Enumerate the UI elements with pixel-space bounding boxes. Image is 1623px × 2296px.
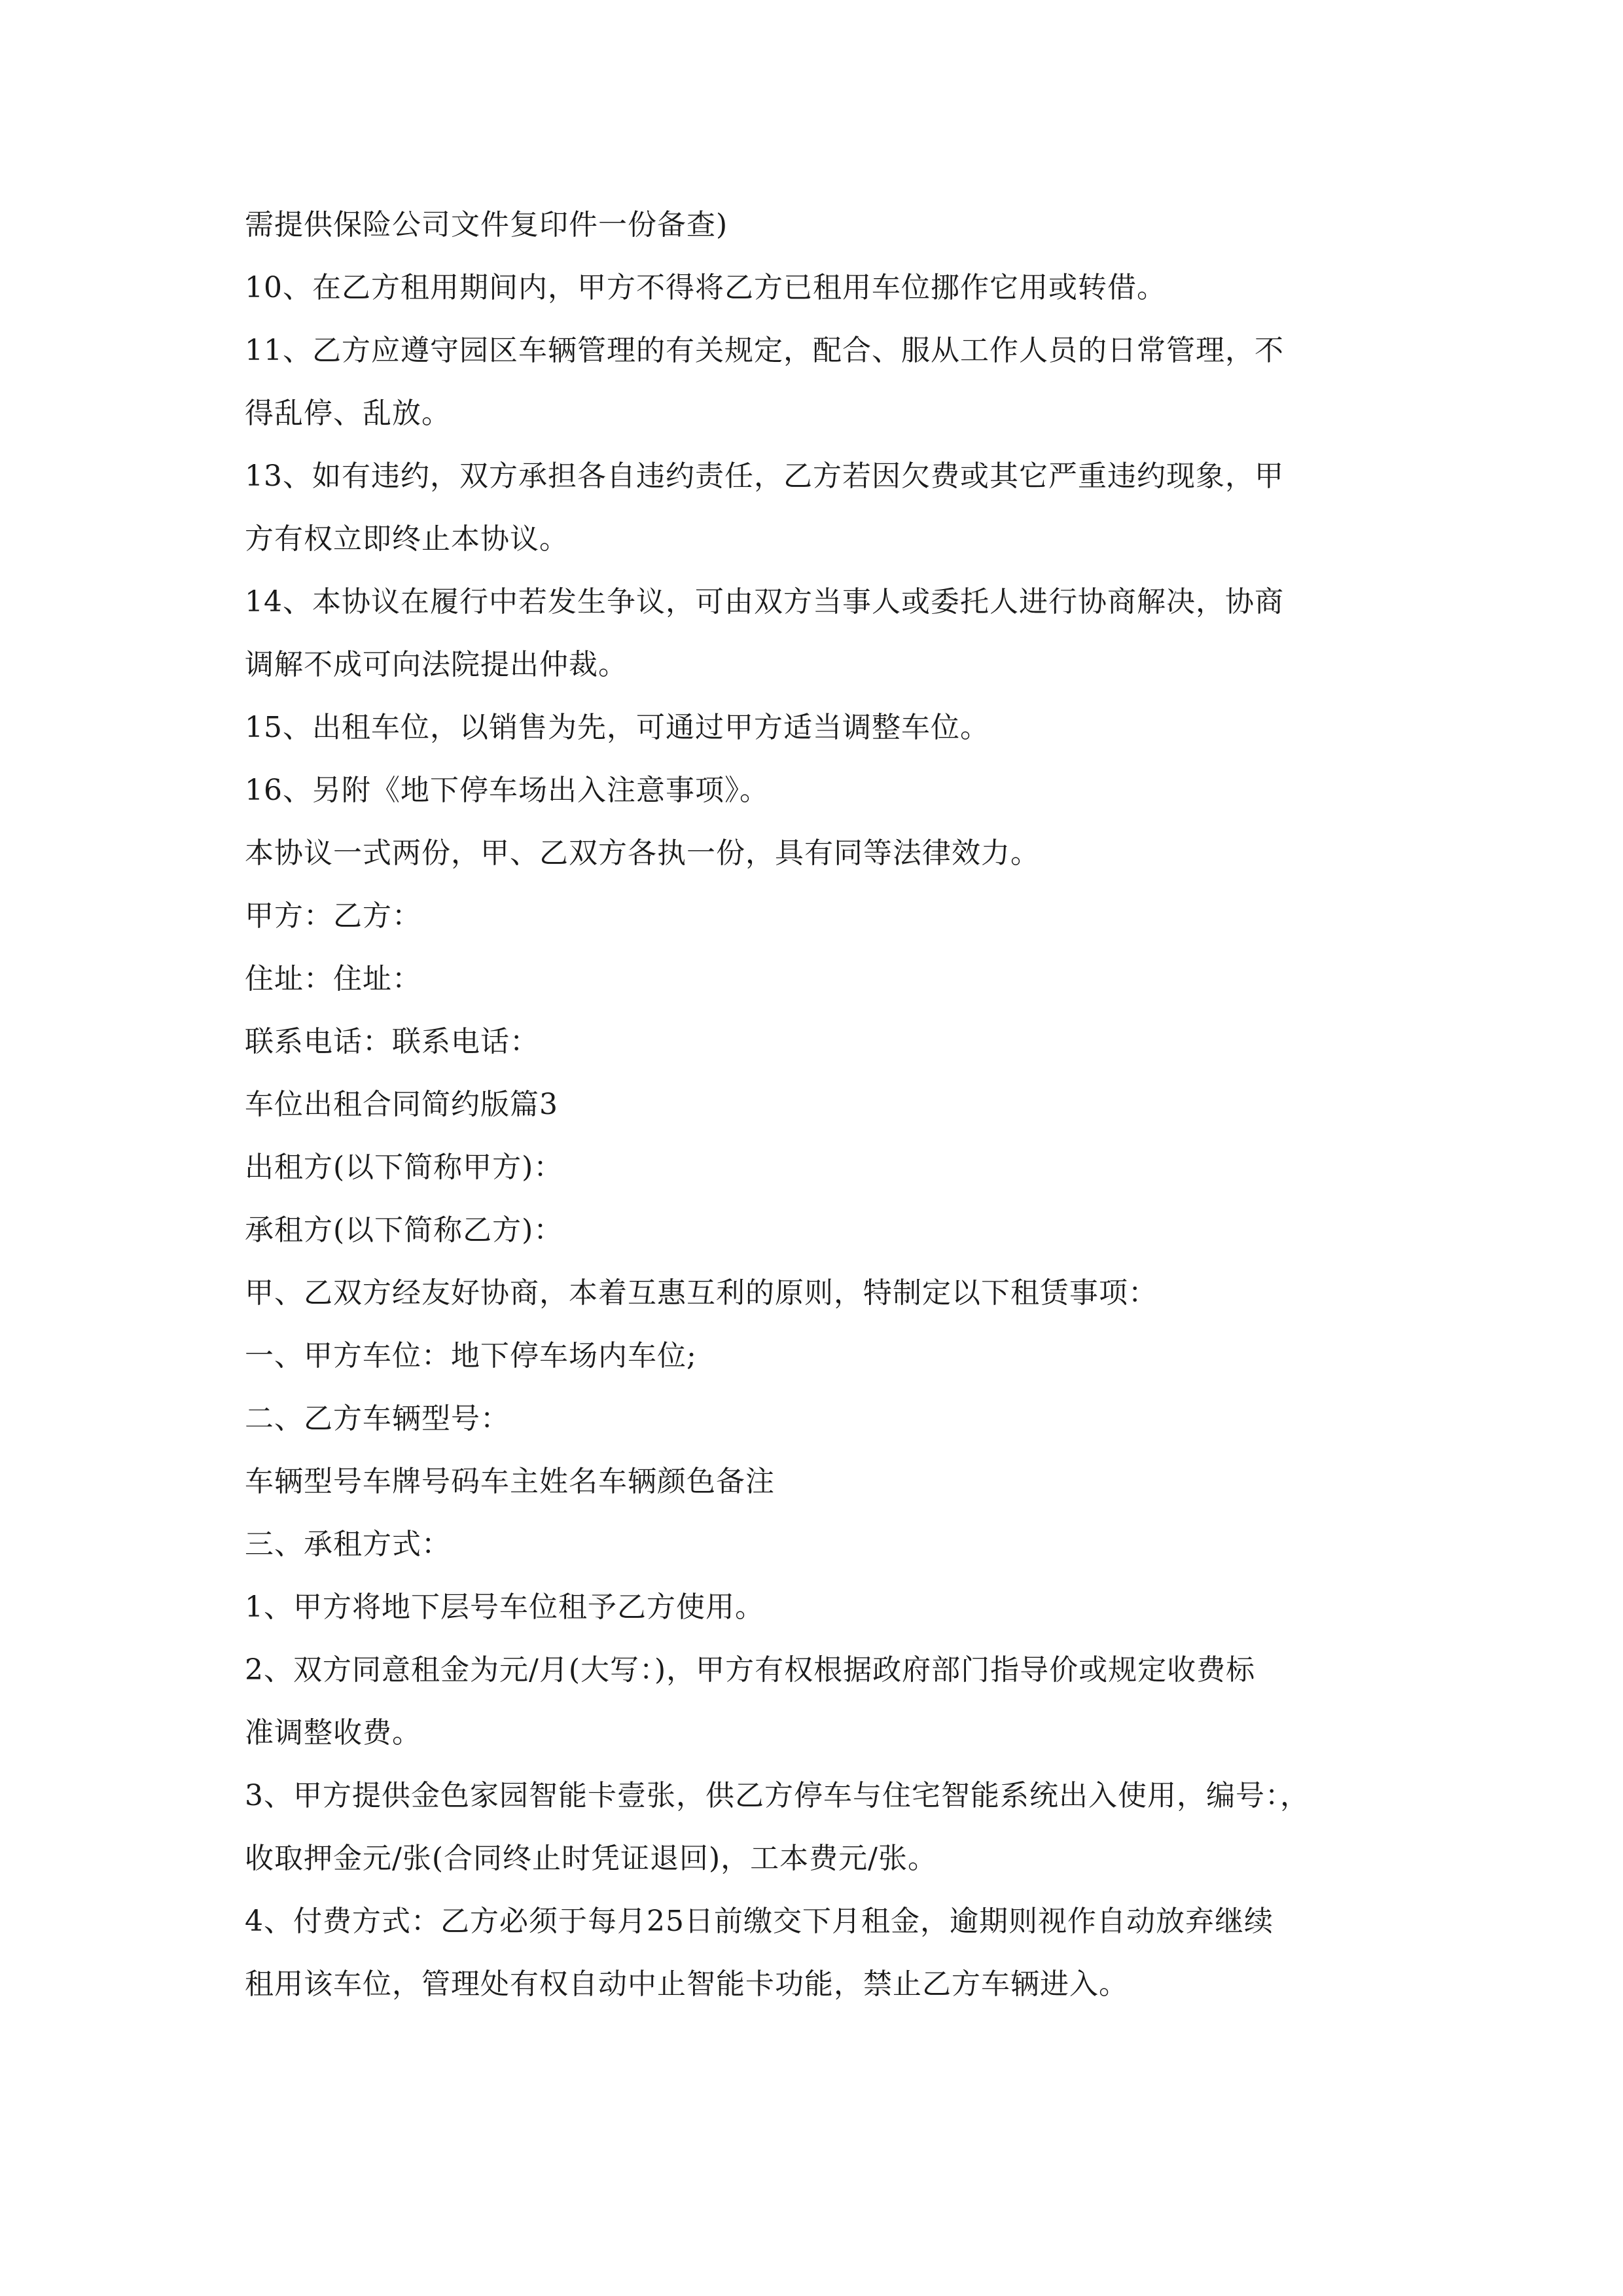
text-line: 10、在乙方租用期间内，甲方不得将乙方已租用车位挪作它用或转借。 — [245, 271, 1166, 304]
text-line: 方有权立即终止本协议。 — [245, 522, 569, 556]
text-line: 车辆型号车牌号码车主姓名车辆颜色备注 — [245, 1465, 775, 1498]
text-line: 13、如有违约，双方承担各自违约责任，乙方若因欠费或其它严重违约现象，甲 — [245, 459, 1284, 493]
text-line: 承租方(以下简称乙方)： — [245, 1213, 563, 1247]
text-line: 出租方(以下简称甲方)： — [245, 1151, 563, 1184]
text-line: 11、乙方应遵守园区车辆管理的有关规定，配合、服从工作人员的日常管理，不 — [245, 334, 1284, 367]
text-line: 甲、乙双方经友好协商，本着互惠互利的原则，特制定以下租赁事项： — [245, 1276, 1158, 1310]
text-line: 4、付费方式：乙方必须于每月25日前缴交下月租金，逾期则视作自动放弃继续 — [245, 1905, 1274, 1938]
section-title: 车位出租合同简约版篇3 — [245, 1088, 558, 1121]
text-line: 14、本协议在履行中若发生争议，可由双方当事人或委托人进行协商解决，协商 — [245, 585, 1284, 619]
text-line: 需提供保险公司文件复印件一份备查) — [245, 208, 728, 242]
text-line: 甲方：乙方： — [245, 899, 421, 933]
text-line: 15、出租车位，以销售为先，可通过甲方适当调整车位。 — [245, 711, 990, 744]
text-line: 一、甲方车位：地下停车场内车位; — [245, 1339, 697, 1372]
text-line: 2、双方同意租金为元/月(大写：)，甲方有权根据政府部门指导价或规定收费标 — [245, 1653, 1256, 1687]
text-line: 准调整收费。 — [245, 1716, 421, 1749]
text-line: 1、甲方将地下层号车位租予乙方使用。 — [245, 1590, 764, 1624]
text-line: 三、承租方式： — [245, 1528, 451, 1561]
text-line: 本协议一式两份，甲、乙双方各执一份，具有同等法律效力。 — [245, 836, 1040, 870]
text-line: 二、乙方车辆型号： — [245, 1402, 510, 1435]
text-line: 联系电话：联系电话： — [245, 1025, 539, 1058]
text-line: 收取押金元/张(合同终止时凭证退回)，工本费元/张。 — [245, 1842, 937, 1875]
document-body — [245, 194, 1397, 2016]
text-line: 住址：住址： — [245, 962, 421, 996]
text-line: 16、另附《地下停车场出入注意事项》。 — [245, 774, 769, 807]
text-line: 租用该车位，管理处有权自动中止智能卡功能，禁止乙方车辆进入。 — [245, 1967, 1128, 2001]
text-line: 3、甲方提供金色家园智能卡壹张，供乙方停车与住宅智能系统出入使用，编号：， — [245, 1779, 1310, 1812]
text-line: 得乱停、乱放。 — [245, 397, 451, 430]
text-line: 调解不成可向法院提出仲裁。 — [245, 648, 628, 681]
